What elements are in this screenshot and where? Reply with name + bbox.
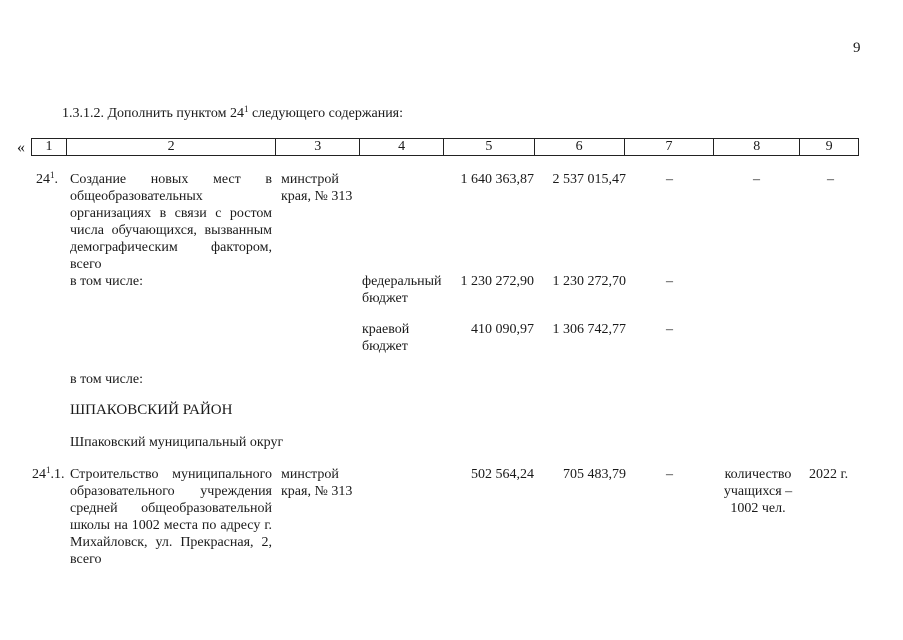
opening-quote: « (17, 139, 25, 156)
row1-executor: минстрой края, № 313 (281, 172, 353, 204)
header-col-5: 5 (444, 139, 535, 155)
regional-col5: 410 090,97 (471, 322, 534, 337)
okrug-heading: Шпаковский муниципальный округ (70, 435, 284, 450)
row1-col9: – (827, 172, 834, 187)
intro-text-after: следующего содержания: (248, 106, 404, 121)
district-heading: ШПАКОВСКИЙ РАЙОН (70, 402, 233, 418)
row2-number: $24^1.1$. (32, 465, 65, 482)
header-col-9: 9 (825, 139, 833, 154)
row1-description: Создание новых мест в общеобразовательных организациях в связи с ростом числа обучающихся, вызванным демографическим фактором, всего (70, 172, 272, 272)
row2-col6: 705 483,79 (563, 467, 626, 482)
header-col-8: 8 (714, 139, 800, 155)
row2-description: Строительство муниципального образовательного учреждения средней общеобразовательной школы на 1002 места по адресу г. Михайловск, ул. Прекрасная, 2, всего (70, 467, 272, 567)
row1-col8: – (753, 172, 760, 187)
row2-col5: 502 564,24 (471, 467, 534, 482)
row2-col7: – (666, 467, 673, 482)
row2-col8: количество учащихся – 1002 чел. (723, 467, 793, 516)
row1-number: $24^1$. (36, 170, 58, 187)
header-col-4: 4 (360, 139, 444, 155)
row1-col5: 1 640 363,87 (460, 172, 534, 187)
federal-col5: 1 230 272,90 (460, 274, 534, 289)
regional-col7: – (666, 322, 673, 337)
regional-col6: 1 306 742,77 (552, 322, 626, 337)
row1-col6: 2 537 015,47 (552, 172, 626, 187)
regional-budget-label: краевой бюджет (362, 322, 410, 354)
page-number: 9 (853, 40, 861, 56)
header-col-7: 7 (625, 139, 715, 155)
federal-budget-label: федеральный бюджет (362, 274, 442, 306)
header-col-6: 6 (535, 139, 625, 155)
subheader-including-1: в том числе: (70, 274, 143, 289)
header-col-3: 3 (276, 139, 360, 155)
federal-col6: 1 230 272,70 (552, 274, 626, 289)
row2-executor: минстрой края, № 313 (281, 467, 353, 499)
intro-paragraph (62, 106, 403, 122)
intro-text-before: 1.3.1.2. Дополнить пунктом 24 (62, 106, 244, 121)
subheader-including-2: в том числе: (70, 372, 143, 387)
row2-col9: 2022 г. (809, 467, 849, 482)
header-col-1: 1 (32, 139, 67, 155)
row1-col7: – (666, 172, 673, 187)
federal-col7: – (666, 274, 673, 289)
table-header-row (31, 138, 859, 156)
intro-superscript: 1 (243, 104, 249, 114)
header-col-2: 2 (67, 139, 276, 155)
